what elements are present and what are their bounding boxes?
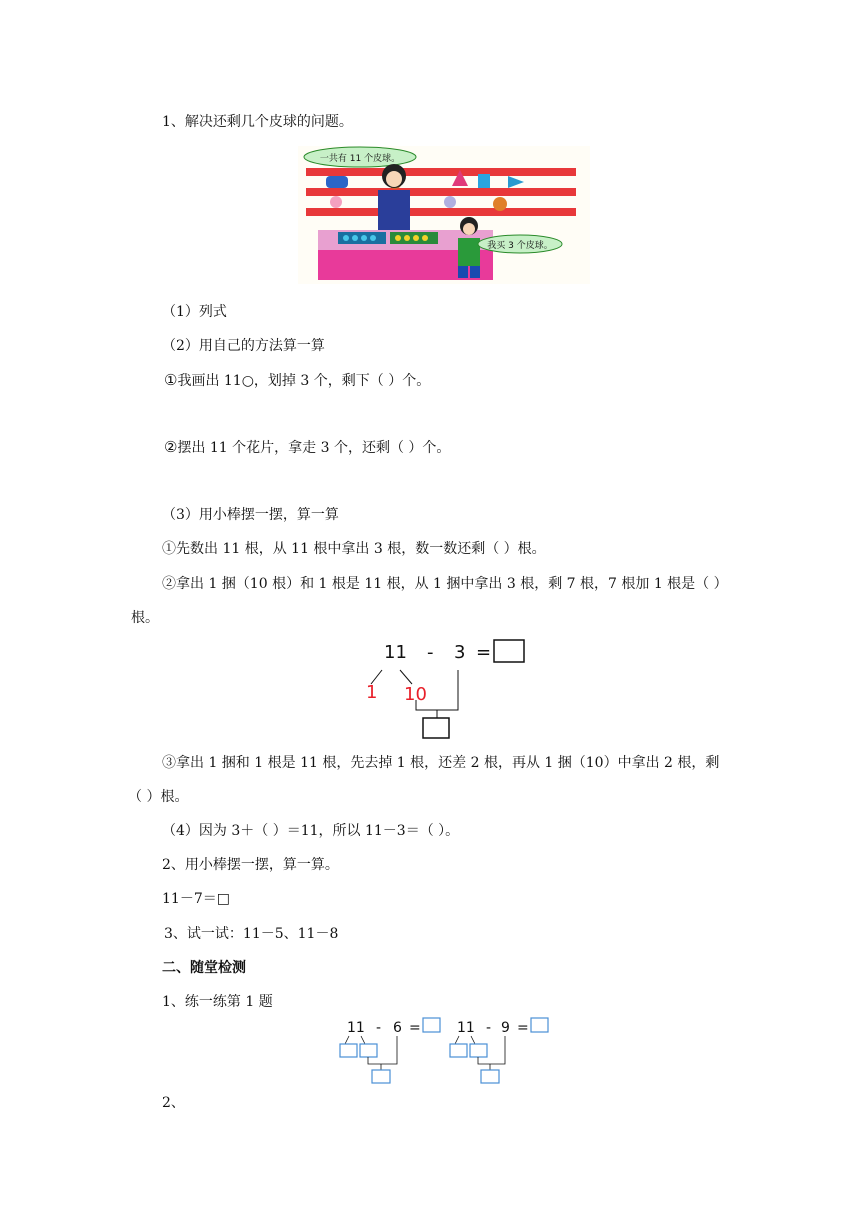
practice-diagrams xyxy=(335,1014,565,1089)
p1-op: - xyxy=(376,1020,382,1036)
p1-subtrahend: 6 xyxy=(393,1020,402,1036)
answer-box xyxy=(494,640,524,662)
q1-step3b-line1: ②拿出 1 捆（10 根）和 1 根是 11 根，从 1 捆中拿出 3 根，剩 7 根，7 根加 1 根是（ ） xyxy=(162,576,728,592)
q1-step1: （1）列式 xyxy=(162,304,227,320)
section2-item2: 2、 xyxy=(162,1095,185,1111)
p1-equals: = xyxy=(409,1020,421,1036)
q1-step3c-line1: ③拿出 1 捆和 1 根是 11 根，先去掉 1 根，还差 2 根，再从 1 捆（10）中拿出 2 根，剩 xyxy=(162,755,720,771)
p2-answer-box xyxy=(531,1018,548,1032)
p1-minuend: 11 xyxy=(347,1020,365,1036)
diag-split-1: 1 xyxy=(366,682,378,703)
q3-title: 3、试一试：11－5、11－8 xyxy=(164,926,339,942)
diag-split-10: 10 xyxy=(404,684,427,705)
p2-subtrahend: 9 xyxy=(501,1020,510,1036)
q1-step2a xyxy=(164,371,430,390)
p1-result-box xyxy=(372,1070,390,1083)
bubble-right-text: 我买 3 个皮球。 xyxy=(487,241,553,251)
section2-item1: 1、练一练第 1 题 xyxy=(162,994,273,1010)
toy-car-icon xyxy=(326,176,348,188)
p1-split-box-2 xyxy=(360,1044,377,1057)
diag-equals: = xyxy=(476,642,492,663)
step2b-text: 摆出 11 个花片，拿走 3 个，还剩（ ）个。 xyxy=(177,440,451,456)
q1-step3: （3）用小棒摆一摆，算一算 xyxy=(162,507,339,523)
p2-split-box-2 xyxy=(470,1044,487,1057)
toy-lion-icon xyxy=(493,197,507,211)
section2-title: 二、随堂检测 xyxy=(162,960,246,976)
toy-rabbit-icon xyxy=(444,196,456,208)
q2-title: 2、用小棒摆一摆，算一算。 xyxy=(162,857,339,873)
step2a-text: 我画出 11○，划掉 3 个，剩下（ ）个。 xyxy=(177,373,431,389)
q1-title: 1、解决还剩几个皮球的问题。 xyxy=(162,114,353,130)
p1-answer-box xyxy=(423,1018,440,1032)
diag-op: - xyxy=(427,642,434,663)
q1-step3a: ①先数出 11 根，从 11 根中拿出 3 根，数一数还剩（ ）根。 xyxy=(162,541,546,557)
q1-step3c-line2: （ ）根。 xyxy=(128,789,189,805)
diag-subtrahend: 3 xyxy=(454,642,466,663)
toy-doll-icon xyxy=(330,196,342,208)
q2-expr: 11－7＝□ xyxy=(162,891,230,907)
p2-split-box-1 xyxy=(450,1044,467,1057)
diag-minuend: 11 xyxy=(384,642,407,663)
toy-box-icon xyxy=(478,174,490,188)
boy-figure xyxy=(458,238,480,266)
bubble-left-text: 一共有 11 个皮球。 xyxy=(319,154,401,164)
p2-op: - xyxy=(486,1020,492,1036)
p1-split-box-1 xyxy=(340,1044,357,1057)
q1-step3b-line2: 根。 xyxy=(131,610,159,626)
p2-equals: = xyxy=(517,1020,529,1036)
q1-step2: （2）用自己的方法算一算 xyxy=(162,338,325,354)
shopkeeper-figure xyxy=(378,190,410,230)
intermediate-box xyxy=(423,718,449,738)
q1-step2b xyxy=(164,438,450,457)
circle-mark-1: ① xyxy=(164,371,178,389)
q1-step4: （4）因为 3＋（ ）＝11，所以 11－3＝（ ）。 xyxy=(162,823,460,839)
p2-result-box xyxy=(481,1070,499,1083)
subtraction-diagram xyxy=(360,636,540,746)
p2-minuend: 11 xyxy=(457,1020,475,1036)
shop-illustration xyxy=(298,146,590,284)
circle-mark-2: ② xyxy=(164,438,178,456)
